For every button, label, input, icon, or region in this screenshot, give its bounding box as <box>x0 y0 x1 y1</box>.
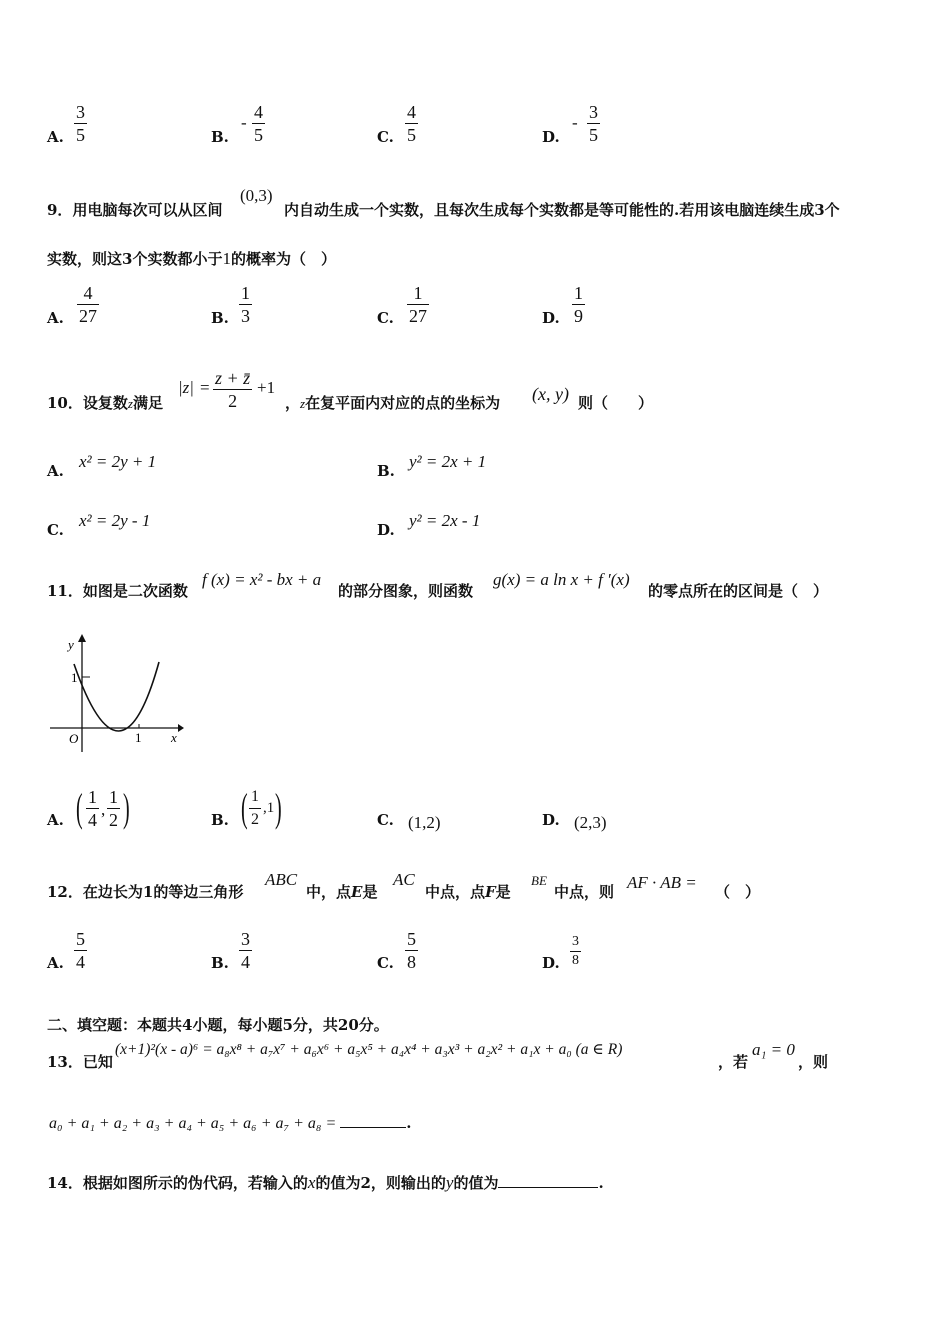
q13-expansion: (x+1)²(x - a)⁶ = a₈x⁸ + a₇x⁷ + a₆x⁶ + a₅x⁵ + a₄x⁴ + a₃x³ + a₂x² + a₁x + a₀ (a ∈ R) <box>115 1041 623 1058</box>
q10-option-d-label: D. <box>377 521 395 539</box>
q10-intro: 10．设复数z满足 <box>47 394 163 412</box>
q10-coord: (x, y) <box>532 384 569 404</box>
q10-option-b-label: B. <box>377 462 395 480</box>
graph-origin-label: O <box>69 731 79 746</box>
q12-point-e: 中，点E是 <box>306 883 378 901</box>
q9-option-a-label: A. <box>47 309 64 327</box>
q11-mid: 的部分图象，则函数 <box>338 582 474 600</box>
q9-option-d-value: 1 9 <box>574 283 583 326</box>
q9-line-1b: 内自动生成一个实数，且每次生成每个实数都是等可能性的.若用该电脑连续生成3个 <box>284 201 840 219</box>
q9-line-2: 实数，则这3个实数都小于1的概率为（ ） <box>47 249 336 268</box>
q9-option-b-label: B. <box>211 309 229 327</box>
q9-option-c-label: C. <box>377 309 394 327</box>
q12-option-d-value: 3 8 <box>572 934 579 968</box>
q8-option-d-sign: - <box>572 113 578 132</box>
q8-option-a-label: A. <box>47 128 64 146</box>
q9-line-1: 9．用电脑每次可以从区间 <box>47 201 223 219</box>
q9-option-d-label: D. <box>542 309 560 327</box>
q8-option-d-label: D. <box>542 128 560 146</box>
q8-option-b-sign: - <box>241 113 247 132</box>
q12-option-a-label: A. <box>47 954 64 972</box>
q8-option-d-value: 3 5 <box>589 102 598 145</box>
q11-end: 的零点所在的区间是（ ） <box>648 582 829 600</box>
q12-intro: 12．在边长为1的等边三角形 <box>47 883 244 901</box>
q12-triangle: ABC <box>265 870 298 889</box>
section-2-heading: 二、填空题：本题共4小题，每小题5分，共20分。 <box>47 1016 389 1034</box>
q9-option-b-value: 1 3 <box>241 283 250 326</box>
y-axis-arrow-icon <box>78 634 86 642</box>
q14-answer-blank[interactable] <box>498 1187 598 1188</box>
q13-if: ，若 <box>718 1053 749 1071</box>
q11-g-expr: g(x) = a ln x + f ′(x) <box>493 570 630 589</box>
q13-sum-expr: a₀ + a₁ + a₂ + a₃ + a₄ + a₅ + a₆ + a₇ + a₈ = <box>49 1115 337 1132</box>
q12-point-f: 中点，点F是 <box>425 883 511 901</box>
q13-answer-blank[interactable] <box>340 1127 406 1128</box>
q8-option-b-value: 4 5 <box>254 102 263 145</box>
q8-option-b-label: B. <box>211 128 229 146</box>
q10-option-d-expr: y² = 2x - 1 <box>409 511 481 530</box>
q12-mid: 中点，则 <box>554 883 615 901</box>
q12-option-c-value: 5 8 <box>407 929 416 972</box>
graph-y-label: y <box>68 637 74 652</box>
q9-option-c-value: 1 27 <box>409 283 427 326</box>
q12-be: BE <box>531 873 547 888</box>
q12-option-c-label: C. <box>377 954 394 972</box>
q12-ac: AC <box>393 870 415 889</box>
graph-x-one-label: 1 <box>135 730 142 745</box>
q12-dot-expr: AF · AB = <box>627 873 697 892</box>
q8-option-a-value: 3 5 <box>76 102 85 145</box>
q10-option-c-label: C. <box>47 521 64 539</box>
q10-mid: ，z在复平面内对应的点的坐标为 <box>285 394 501 412</box>
q11-option-a-label: A. <box>47 811 64 829</box>
q13-answer-line: a₀ + a₁ + a₂ + a₃ + a₄ + a₅ + a₆ + a₇ + a₈ = . <box>49 1114 412 1132</box>
q10-fraction: z + z̄ 2 <box>215 368 251 411</box>
q10-option-a-label: A. <box>47 462 64 480</box>
q10-eq: = <box>200 378 210 397</box>
q10-end: 则（ ） <box>578 394 654 412</box>
parabola-curve <box>74 662 159 731</box>
q10-plus-one: +1 <box>257 378 276 397</box>
q10-option-a-expr: x² = 2y + 1 <box>79 452 157 471</box>
q9-interval: (0,3) <box>240 186 273 205</box>
q14-line: 14．根据如图所示的伪代码，若输入的x的值为2，则输出的y的值为 . <box>47 1173 604 1192</box>
q11-intro: 11．如图是二次函数 <box>47 582 188 600</box>
q12-end: （ ） <box>715 883 761 901</box>
q11-option-c-expr: (1,2) <box>408 813 441 832</box>
q11-parabola-graph <box>44 632 184 757</box>
q8-option-c-label: C. <box>377 128 394 146</box>
graph-y-one-label: 1 <box>71 670 78 685</box>
q11-option-b-label: B. <box>211 811 229 829</box>
x-axis-arrow-icon <box>178 724 184 732</box>
q13-condition: a₁ = 0 <box>752 1040 795 1059</box>
q11-f-expr: f (x) = x² - bx + a <box>202 570 322 589</box>
q12-option-a-value: 5 4 <box>76 929 85 972</box>
q8-option-c-value: 4 5 <box>407 102 416 145</box>
q12-option-d-label: D. <box>542 954 560 972</box>
graph-x-label: x <box>171 730 177 745</box>
q12-option-b-value: 3 4 <box>241 929 250 972</box>
q13-then: ，则 <box>798 1053 829 1071</box>
q10-option-c-expr: x² = 2y - 1 <box>79 511 151 530</box>
q10-abs-z: |z| <box>178 378 194 397</box>
q9-option-a-value: 4 27 <box>79 283 97 326</box>
q13-intro: 13．已知 <box>47 1053 113 1071</box>
q11-option-d-label: D. <box>542 811 560 829</box>
q11-option-c-label: C. <box>377 811 394 829</box>
q11-option-d-expr: (2,3) <box>574 813 607 832</box>
q12-option-b-label: B. <box>211 954 229 972</box>
q10-option-b-expr: y² = 2x + 1 <box>409 452 487 471</box>
